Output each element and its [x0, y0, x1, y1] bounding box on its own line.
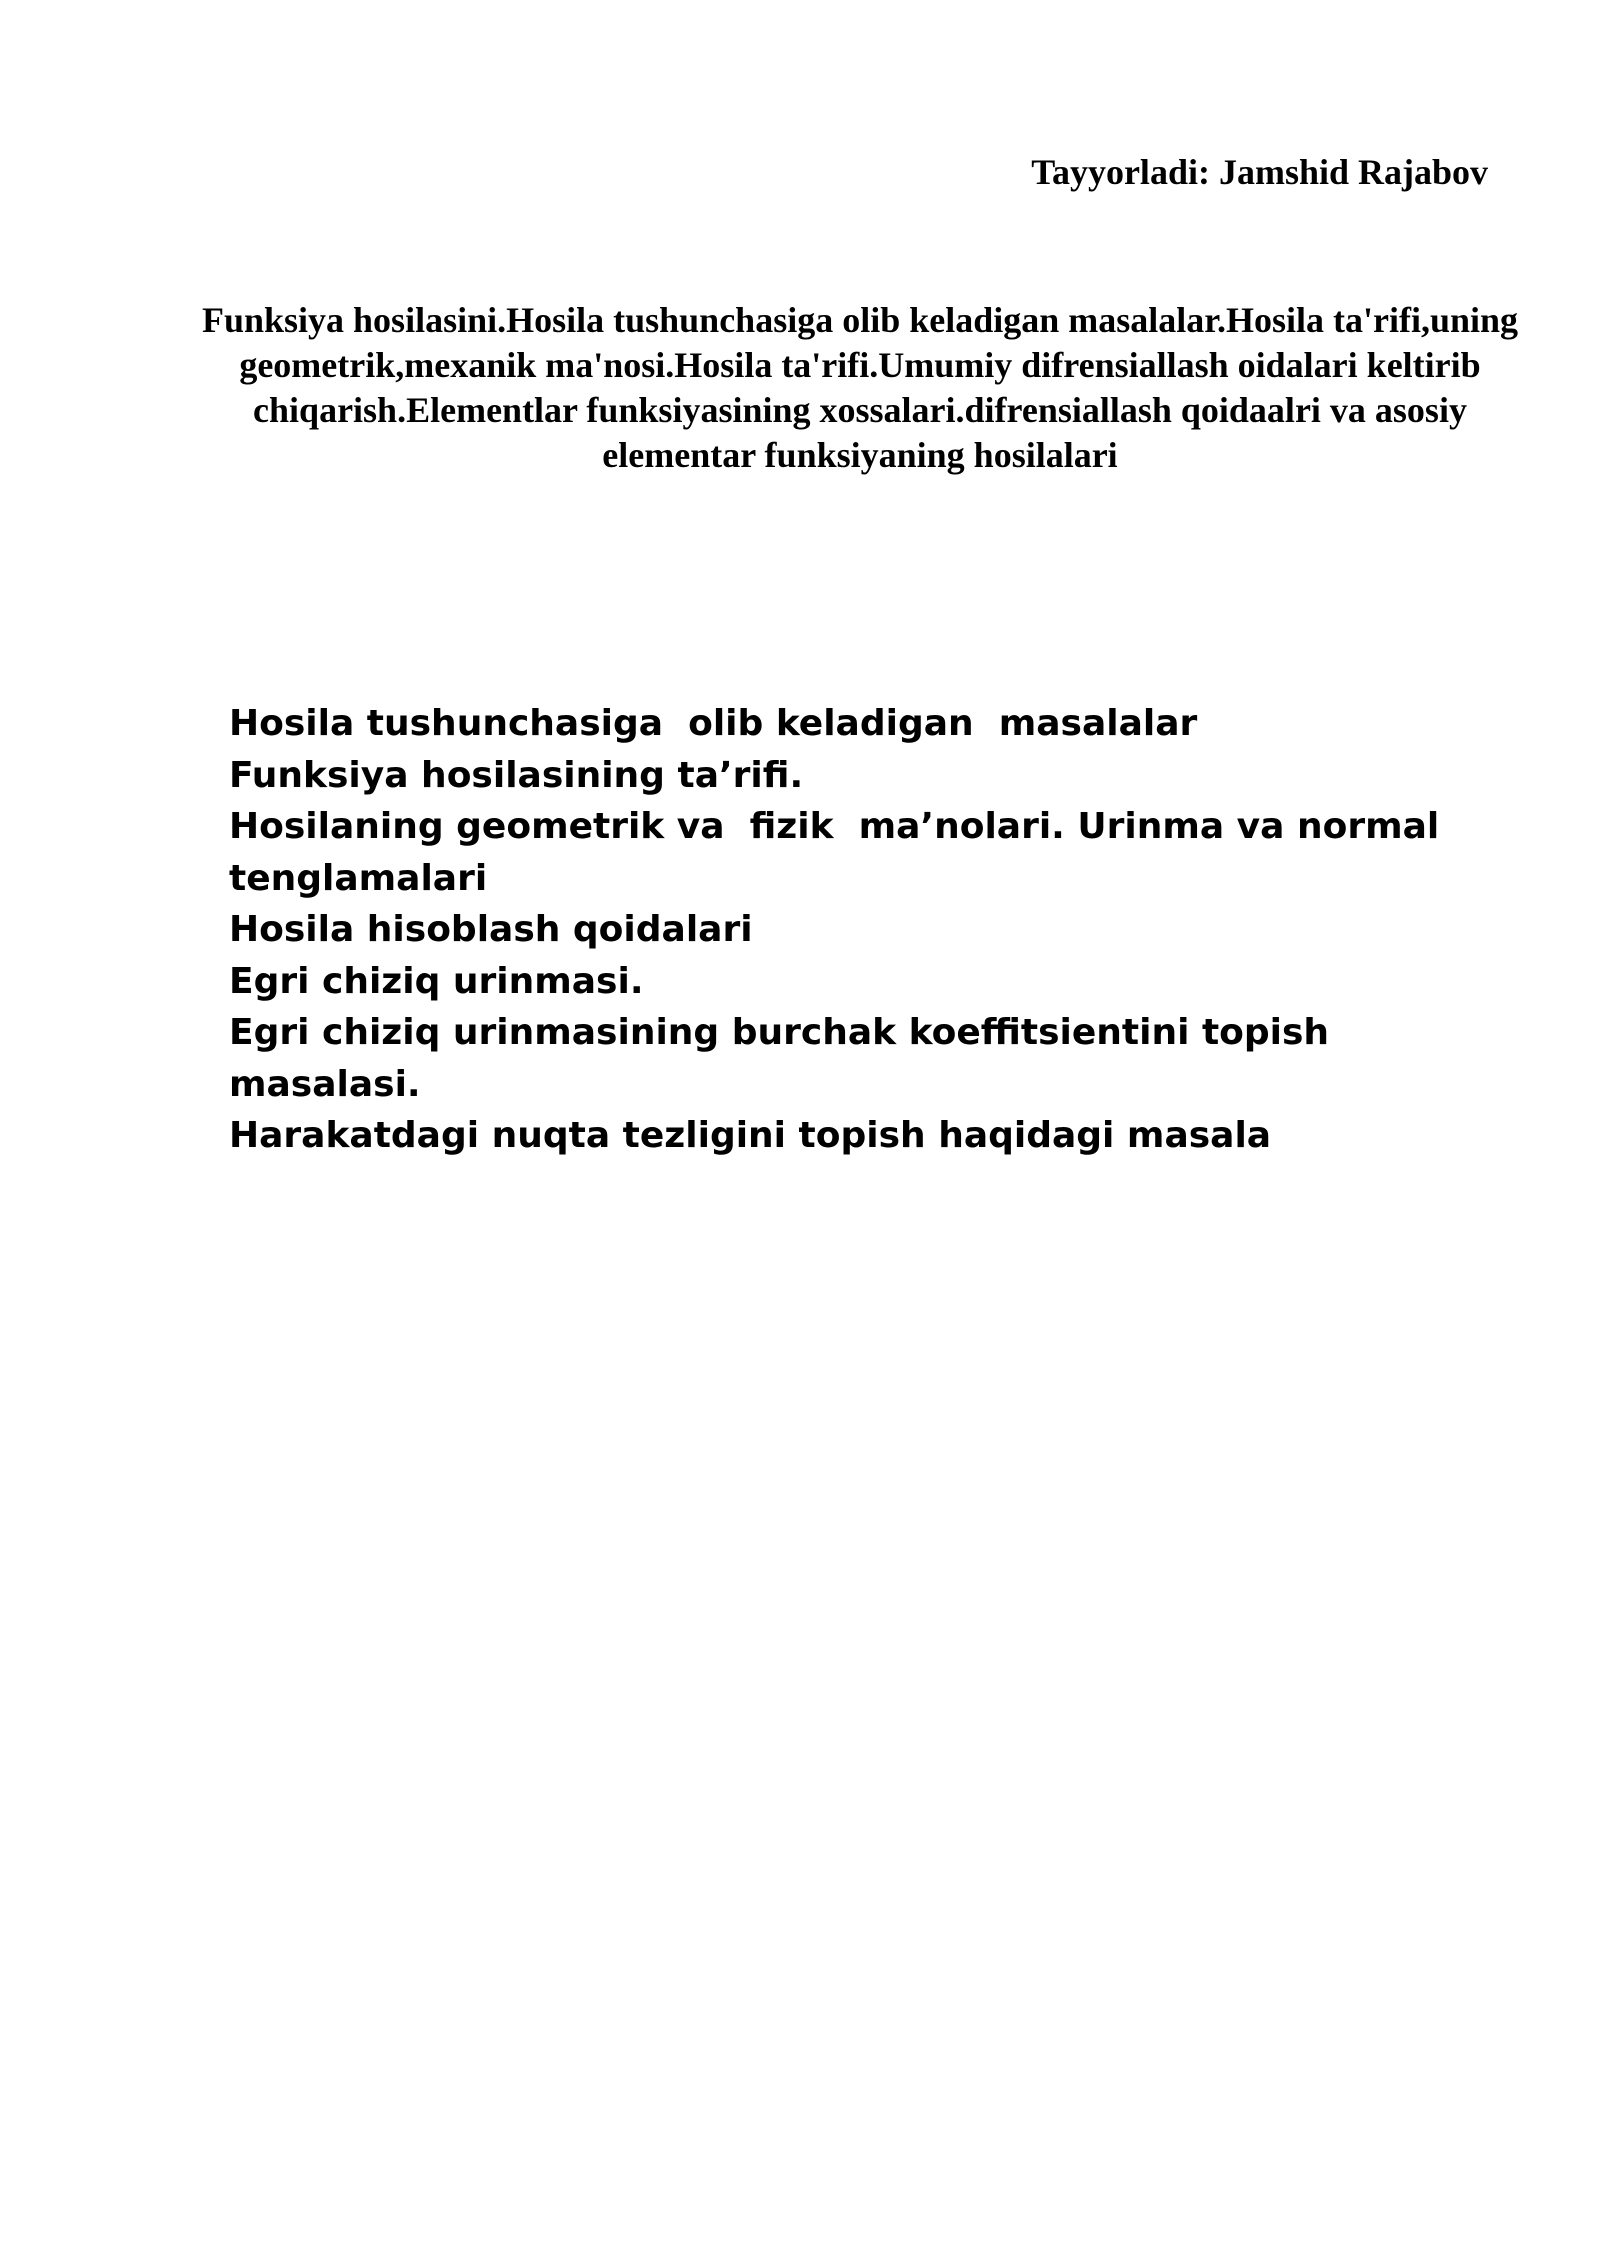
topic-item: Egri chiziq urinmasi.: [229, 960, 644, 1002]
document-title: Funksiya hosilasini.Hosila tushunchasiga olib keladigan masalalar.Hosila ta'rifi,uning geometrik,mexanik ma'nosi.Hosila ta'rifi.Umumiy difrensiallash oidalari keltirib chiqarish.Elementlar funksiyasining xossalari.difrensiallash qoidaalri va asosiy elementar funksiyaning hosilalari: [201, 300, 1519, 475]
topic-item: Harakatdagi nuqta tezligini topish haqidagi masala: [229, 1115, 1272, 1156]
topic-list: [229, 698, 1529, 1162]
author-line: Tayyorladi: Jamshid Rajabov: [1031, 152, 1488, 192]
topic-item: Funksiya hosilasining ta’rifi.: [229, 754, 804, 796]
topic-item: Hosilaning geometrik va fizik ma’nolari. Urinma va normal tenglamalari: [229, 806, 1452, 899]
topic-item: Hosila tushunchasiga olib keladigan masalalar: [229, 703, 1198, 744]
topic-item: Egri chiziq urinmasining burchak koeffitsientini topish masalasi.: [229, 1012, 1342, 1105]
topic-item: Hosila hisoblash qoidalari: [229, 909, 753, 950]
